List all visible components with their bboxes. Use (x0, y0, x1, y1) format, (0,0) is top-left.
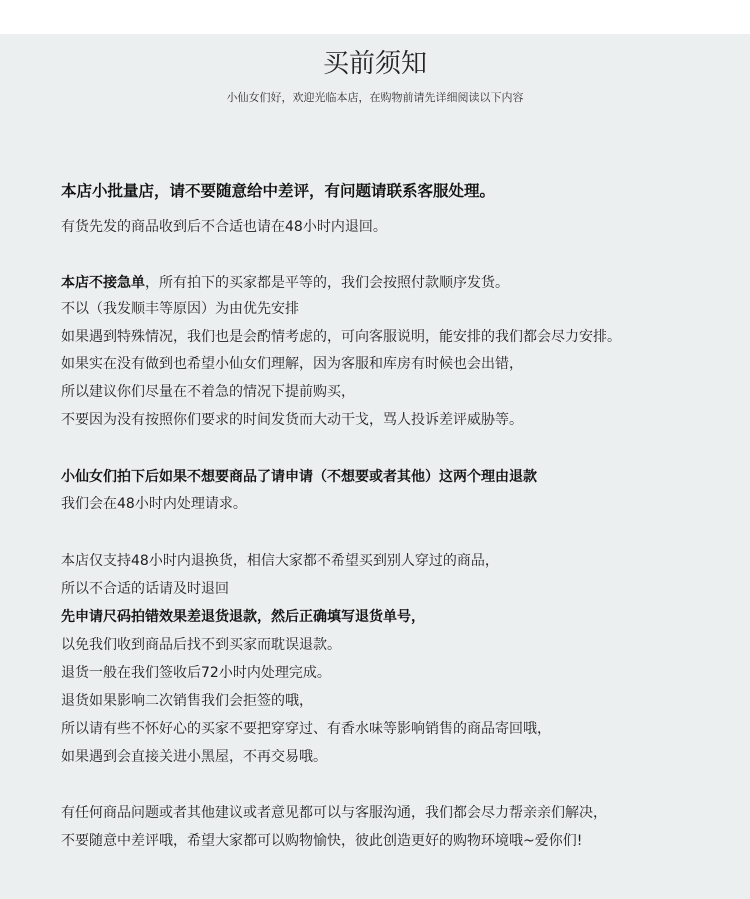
notice-line: 有货先发的商品收到后不合适也请在48小时内退回。 (61, 219, 387, 235)
notice-line: 所以不合适的话请及时退回 (61, 581, 229, 597)
notice-line: 以免我们收到商品后找不到买家而耽误退款。 (61, 637, 341, 653)
notice-line: 不要随意中差评哦，希望大家都可以购物愉快，彼此创造更好的购物环境哦~爱你们! (61, 833, 583, 849)
notice-headline: 本店小批量店，请不要随意给中差评，有问题请联系客服处理。 (61, 182, 496, 200)
notice-line: 不以（我发顺丰等原因）为由优先安排 (61, 301, 299, 317)
notice-line-bold: 小仙女们拍下后如果不想要商品了请申请（不想要或者其他）这两个理由退款 (61, 469, 537, 485)
notice-line: 如果遇到会直接关进小黑屋，不再交易哦。 (61, 749, 327, 765)
notice-line: 退货一般在我们签收后72小时内处理完成。 (61, 665, 331, 681)
bold-phrase: 本店不接急单 (61, 275, 145, 291)
notice-line: 如果实在没有做到也希望小仙女们理解，因为客服和库房有时候也会出错， (61, 356, 523, 372)
notice-line: 所以建议你们尽量在不着急的情况下提前购买， (61, 384, 355, 400)
page-title: 买前须知 (322, 49, 427, 79)
notice-line: 我们会在48小时内处理请求。 (61, 496, 247, 512)
notice-line: 所以请有些不怀好心的买家不要把穿穿过、有香水味等影响销售的商品寄回哦， (61, 721, 551, 737)
notice-panel (0, 34, 750, 899)
notice-line: 退货如果影响二次销售我们会拒签的哦， (61, 693, 313, 709)
notice-line: 有任何商品问题或者其他建议或者意见都可以与客服沟通，我们都会尽力帮亲亲们解决， (61, 805, 607, 821)
notice-line: 本店仅支持48小时内退换货，相信大家都不希望买到别人穿过的商品， (61, 553, 499, 569)
notice-line-text: ，所有拍下的买家都是平等的，我们会按照付款顺序发货。 (145, 275, 509, 291)
notice-line-bold: 先申请尺码拍错效果差退货退款，然后正确填写退货单号， (61, 609, 425, 625)
page-subtitle: 小仙女们好，欢迎光临本店，在购物前请先详细阅读以下内容 (226, 91, 524, 104)
notice-line: 不要因为没有按照你们要求的时间发货而大动干戈，骂人投诉差评威胁等。 (61, 412, 523, 428)
notice-line (61, 274, 509, 292)
notice-line: 如果遇到特殊情况，我们也是会酌情考虑的，可向客服说明，能安排的我们都会尽力安排。 (61, 329, 621, 345)
